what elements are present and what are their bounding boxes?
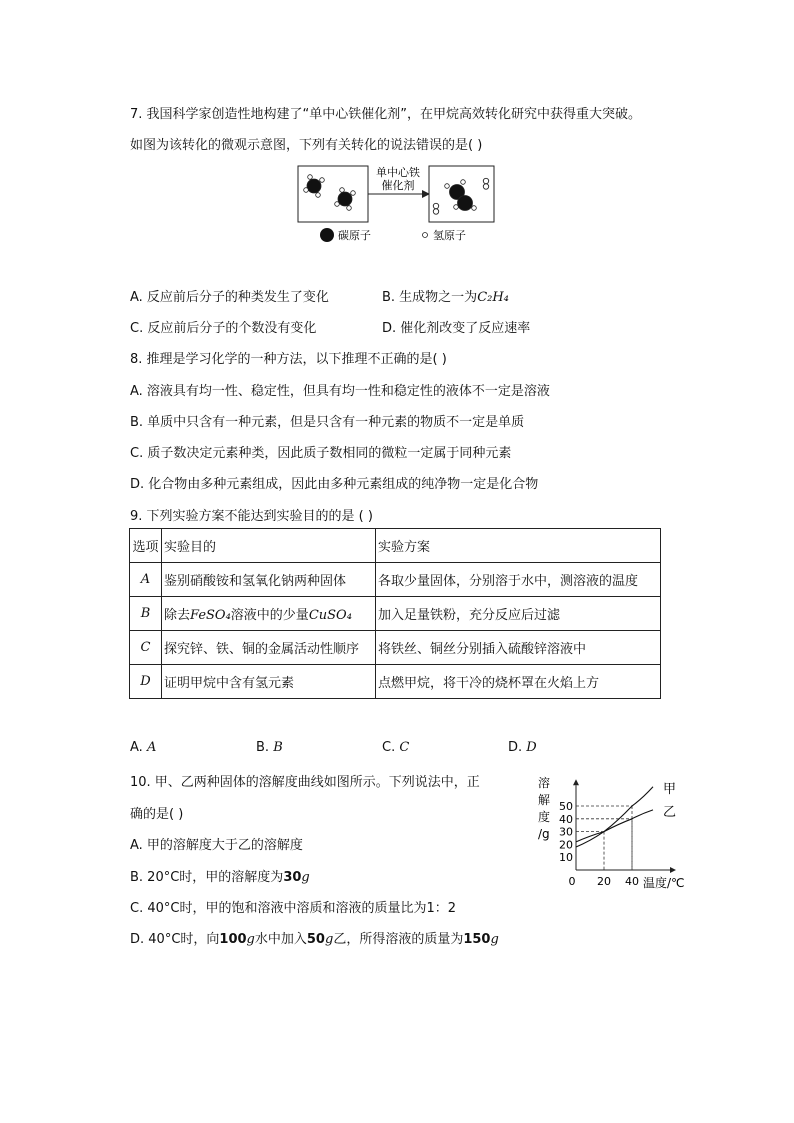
header-cell: 选项 xyxy=(130,529,162,563)
q8-option-d: D. 化合物由多种元素组成，因此由多种元素组成的纯净物一定是化合物 xyxy=(130,477,539,492)
catalyst-label-line2: 催化剂 xyxy=(381,179,415,192)
y-axis-arrow xyxy=(573,779,579,785)
y-axis-label-char: 解 xyxy=(538,793,551,807)
row-key: D xyxy=(130,665,162,699)
table-row xyxy=(130,631,661,665)
q8-option-b: B. 单质中只含有一种元素，但是只含有一种元素的物质不一定是单质 xyxy=(130,415,525,430)
q9-option-b: B. B xyxy=(256,740,283,755)
q10-option-c: C. 40°C时，甲的饱和溶液中溶质和溶液的质量比为1：2 xyxy=(130,901,457,916)
q7-stem-line1: 7. 我国科学家创造性地构建了“单中心铁催化剂”，在甲烷高效转化研究中获得重大突破。 xyxy=(130,107,642,122)
row-goal: 探究锌、铁、铜的金属活动性顺序 xyxy=(162,631,376,665)
reactants-box xyxy=(298,166,368,222)
y-axis-label-char: 溶 xyxy=(538,776,551,790)
x-axis-arrow xyxy=(670,867,676,873)
carbon-legend-label: 碳原子 xyxy=(338,229,371,242)
catalyst-label-line1: 单中心铁 xyxy=(376,166,420,179)
row-key: A xyxy=(130,563,162,597)
q10-option-d: D. 40°C时，向100g水中加入50g乙，所得溶液的质量为150g xyxy=(130,932,499,947)
q10-stem-line2: 确的是( ) xyxy=(130,807,184,822)
y-tick-label: 30 xyxy=(559,825,573,839)
hydrogen-legend-label: 氢原子 xyxy=(433,229,466,242)
q7-option-c: C. 反应前后分子的个数没有变化 xyxy=(130,321,317,336)
row-key: B xyxy=(130,597,162,631)
carbon-atom-legend-icon xyxy=(320,228,334,242)
q10-option-b: B. 20°C时，甲的溶解度为30g xyxy=(130,870,310,885)
series-label: 甲 xyxy=(663,781,677,797)
q9-option-c: C. C xyxy=(382,740,410,755)
q8-option-a: A. 溶液具有均一性、稳定性，但具有均一性和稳定性的液体不一定是溶液 xyxy=(130,384,550,399)
y-tick-label: 10 xyxy=(559,851,573,865)
row-plan: 点燃甲烷，将干冷的烧杯罩在火焰上方 xyxy=(376,665,661,699)
x-tick-label: 40 xyxy=(625,875,639,888)
table-row xyxy=(130,563,661,597)
row-plan: 加入足量铁粉，充分反应后过滤 xyxy=(376,597,661,631)
series-line-yi xyxy=(576,810,653,842)
table-header-row xyxy=(130,529,661,563)
y-tick-label: 40 xyxy=(559,812,573,826)
row-goal: 证明甲烷中含有氢元素 xyxy=(162,665,376,699)
row-key: C xyxy=(130,631,162,665)
table-row xyxy=(130,597,661,631)
row-goal: 鉴别硝酸铵和氢氧化钠两种固体 xyxy=(162,563,376,597)
x-tick-label: 0 xyxy=(568,875,576,888)
q9-option-a: A. A xyxy=(130,740,157,755)
q7-option-a: A. 反应前后分子的种类发生了变化 xyxy=(130,290,329,305)
q10-stem-line1: 10. 甲、乙两种固体的溶解度曲线如图所示。下列说法中，正 xyxy=(130,775,480,790)
q9-option-d: D. D xyxy=(508,740,537,755)
q9-experiment-table xyxy=(129,528,661,699)
row-plan: 将铁丝、铜丝分别插入硫酸锌溶液中 xyxy=(376,631,661,665)
y-tick-label: 20 xyxy=(559,838,573,852)
y-axis-label-char: 度 xyxy=(538,810,551,824)
hydrogen-atom-legend-icon xyxy=(423,233,428,238)
q9-stem: 9. 下列实验方案不能达到实验目的的是 ( ) xyxy=(130,509,373,524)
q8-stem: 8. 推理是学习化学的一种方法，以下推理不正确的是( ) xyxy=(130,352,447,367)
q7-option-d: D. 催化剂改变了反应速率 xyxy=(382,321,531,336)
q7-option-b: B. 生成物之一为C₂H₄ xyxy=(382,290,509,305)
series-label: 乙 xyxy=(663,804,677,820)
x-axis-label: 温度/℃ xyxy=(643,876,685,890)
y-tick-label: 50 xyxy=(559,800,573,813)
header-cell: 实验目的 xyxy=(162,529,376,563)
x-tick-label: 20 xyxy=(597,875,611,888)
row-goal: 除去FeSO₄溶液中的少量CuSO₄ xyxy=(162,597,376,631)
series-line-jia xyxy=(576,787,653,847)
solubility-chart xyxy=(532,770,702,894)
y-axis-label-char: /g xyxy=(538,827,550,841)
header-cell: 实验方案 xyxy=(376,529,661,563)
q7-stem-line2: 如图为该转化的微观示意图，下列有关转化的说法错误的是( ) xyxy=(130,138,483,153)
q7-reaction-diagram xyxy=(296,160,506,246)
row-plan: 各取少量固体，分别溶于水中，测溶液的温度 xyxy=(376,563,661,597)
q8-option-c: C. 质子数决定元素种类，因此质子数相同的微粒一定属于同种元素 xyxy=(130,446,512,461)
table-row xyxy=(130,665,661,699)
q10-option-a: A. 甲的溶解度大于乙的溶解度 xyxy=(130,838,303,853)
